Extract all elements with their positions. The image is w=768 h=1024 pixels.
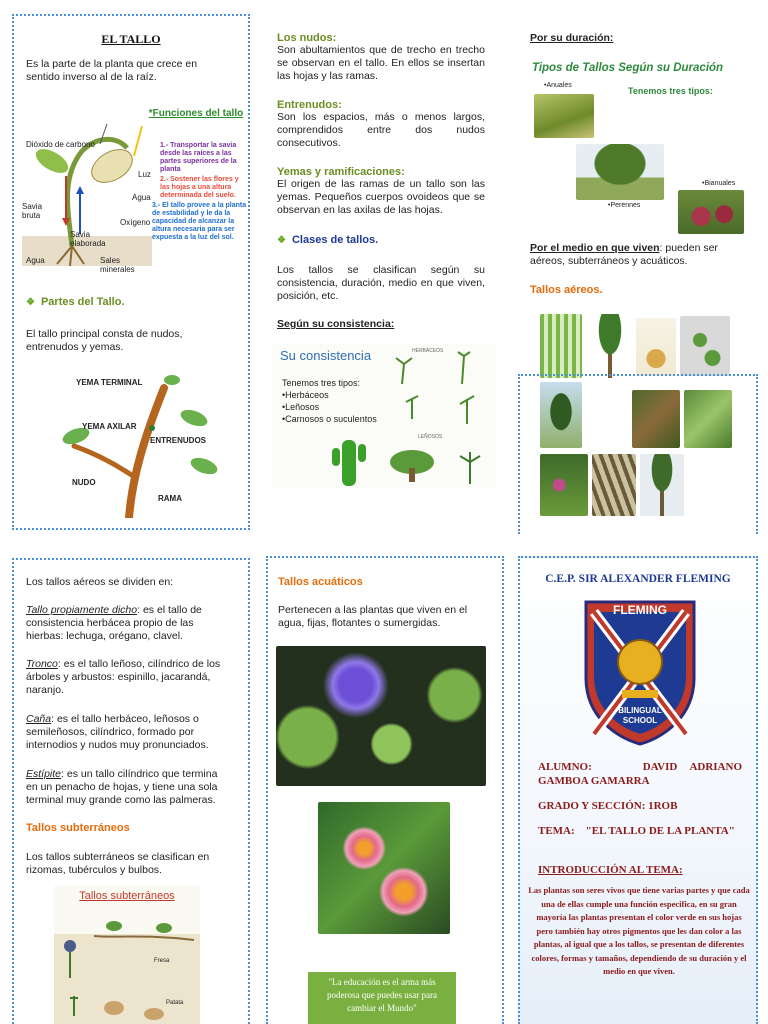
subterraneos-img-title: Tallos subterráneos [79,890,175,902]
subterraneos-text: Los tallos subterráneos se clasifican en rizomas, tubérculos y bulbos. [26,851,210,876]
vine-photo [680,316,730,376]
bianuales-photo [678,190,744,234]
label-lenosos: LEÑOSOS [418,434,443,440]
panel-title: EL TALLO [101,32,161,46]
diamond-bullet-icon: ❖ [26,297,35,308]
palm-photo [588,314,632,378]
acuaticos-title: Tallos acuáticos [278,576,363,588]
label-savia-elaborada: Savia elaborada [70,230,106,248]
cana-paragraph: Caña: es el tallo herbáceo, leñosos o semileñosos, cilíndrico, formado por internodios y nudos muy pronunciados. [26,713,209,751]
clases-heading: ❖ Clases de tallos. [277,234,379,246]
label-nudo: NUDO [72,478,96,487]
panel-el-tallo [12,14,250,530]
duracion-image [526,56,752,226]
water-lily-photo-2 [318,802,450,934]
subterraneos-title: Tallos subterráneos [26,822,130,834]
label-agua-top: Agua [132,193,151,202]
logo-bilingual-text: BILINGUAL [618,706,662,715]
partes-text: El tallo principal consta de nudos, entrenudos y yemas. [26,328,183,353]
label-rama: RAMA [158,494,182,503]
water-lily-photo-1 [276,646,486,786]
label-sales: Sales minerales [100,256,135,274]
consistencia-title: Según su consistencia: [277,318,395,330]
panel-aereos-division [12,558,250,1024]
medio-paragraph [530,242,740,268]
funcion-1: 1.- Transportar la savia desde las raíces a las partes superiores de la planta [160,142,237,173]
entrenudos-text: Son los espacios, más o menos largos, comprendidos entre dos nudos consecutivos. [277,111,485,149]
duracion-anuales: •Anuales [544,82,572,89]
duracion-title: Por su duración: [530,32,614,44]
funciones-title: *Funciones del tallo [148,108,244,119]
yemas-title: Yemas y ramificaciones: [277,166,405,178]
nudos-title: Los nudos: [277,32,337,44]
consistencia-image [272,344,496,488]
intro-text: Las plantas son seres vivos que tiene varias partes y que cada una de ellas cumple una función especifica, en su gran mayoría las plantas presentan el color verde en sus hojas pero también hay otros pigmentos que les dan color a las plantas, al igual que a los tallos, se presentan de diferentes colores, formas y tamaños, dependiendo de su duración y el medio en que viven. [528,885,750,976]
anuales-photo [534,94,594,138]
label-yema-terminal: YEMA TERMINAL [76,378,143,387]
panel-aereos-frame [518,374,758,534]
medio-title: Por el medio en que viven [530,242,660,254]
label-agua-bottom: Agua [26,256,45,265]
bamboo-photo [540,314,582,378]
consistencia-img-intro: Tenemos tres tipos: [282,378,361,388]
plant-types-illustration [272,344,496,488]
aereos-intro: Los tallos aéreos se dividen en: [26,576,174,588]
panel-cover [518,556,758,1024]
duracion-img-title: Tipos de Tallos Según su Duración [532,62,724,74]
funcion-2: 2.- Sostener las flores y las hojas a una altura determinada del suelo. [160,176,239,199]
branch-diagram [54,368,244,518]
intro-title: INTRODUCCIÓN AL TEMA: [538,864,683,876]
duracion-perennes: •Perennes [608,202,641,209]
label-patata: Patata [166,1000,184,1006]
logo-top-text: FLEMING [613,603,667,617]
estipite-paragraph: Estípite: es un tallo cilíndrico que termina en un penacho de hojas, y tiene una sola terminal muy grande como las palmeras. [26,768,218,806]
subterraneos-image [54,886,200,1024]
clases-text: Los tallos se clasifican según su consistencia, duración, medio en que viven, posición, etc. [277,264,485,302]
label-oxigeno: Oxígeno [120,218,151,227]
funcion-3: 3.- El tallo provee a la planta de estabilidad y le da la capacidad de alcanzar la altura necesaria para ser expuesta a la luz del sol. [152,202,247,241]
acuaticos-text: Pertenecen a las plantas que viven en el agua, fijas, flotantes o sumergidas. [278,604,468,629]
panel-acuaticos [266,556,504,1024]
logo-school-text: SCHOOL [622,716,658,725]
consistencia-item-1: •Herbáceos [282,390,329,400]
diamond-bullet-icon: ❖ [277,235,286,246]
medio-text: : pueden ser aéreos, subterráneos y acuáticos. [530,242,718,267]
label-herbaceos: HERBÁCEOS [412,348,444,354]
tallo-intro: Es la parte de la planta que crece en sentido inverso al de la raíz. [26,58,198,83]
column-2 [264,14,504,534]
grado-block: GRADO Y SECCIÓN: 1ROB [538,800,678,812]
branch-illustration [54,368,244,518]
duracion-tenemos: Tenemos tres tipos: [628,86,713,96]
entrenudos-title: Entrenudos: [277,99,342,111]
tema-block: TEMA: "EL TALLO DE LA PLANTA" [538,825,735,837]
label-entrenudos: ENTRENUDOS [150,436,207,445]
perennes-photo [576,144,664,200]
label-yema-axilar: YEMA AXILAR [82,422,137,431]
aereos-title: Tallos aéreos. [530,284,603,296]
consistencia-item-3: •Carnosos o suculentos [282,414,377,424]
consistencia-item-2: •Leñosos [282,402,320,412]
tallo-propio-paragraph: Tallo propiamente dicho: es el tallo de consistencia herbácea propio de las hierbas: lechuga, orégano, clavel. [26,604,202,642]
nudos-text: Son abultamientos que de trecho en trecho se observan en el tallo. En ellos se insertan las hojas y las ramas. [277,44,485,82]
label-fresa: Fresa [154,958,170,964]
education-quote: "La educación es el arma más poderosa que puedes usar para cambiar el Mundo" [308,972,456,1024]
school-name: C.E.P. SIR ALEXANDER FLEMING [545,573,731,585]
label-co2: Dióxido de carbono [26,140,95,149]
label-luz: Luz [138,170,151,179]
duracion-bianuales: •Bianuales [702,180,736,187]
yemas-text: El origen de las ramas de un tallo son las yemas. Pequeños cuerpos ovoideos que se observan en las axilas de las hojas. [277,178,485,216]
onion-plant-photo [636,318,676,376]
tronco-paragraph: Tronco: es el tallo leñoso, cilíndrico de los árboles y arbustos: espinillo, jacarandá, naranjo. [26,658,221,696]
consistencia-img-title: Su consistencia [280,348,372,363]
partes-heading: ❖ Partes del Tallo. [26,296,125,308]
stem-function-diagram [22,106,248,274]
alumno-block: ALUMNO: DAVID ADRIANO GAMBOA GAMARRA [538,761,742,787]
school-logo [582,598,698,746]
label-savia-bruta: Savia bruta [22,202,43,220]
